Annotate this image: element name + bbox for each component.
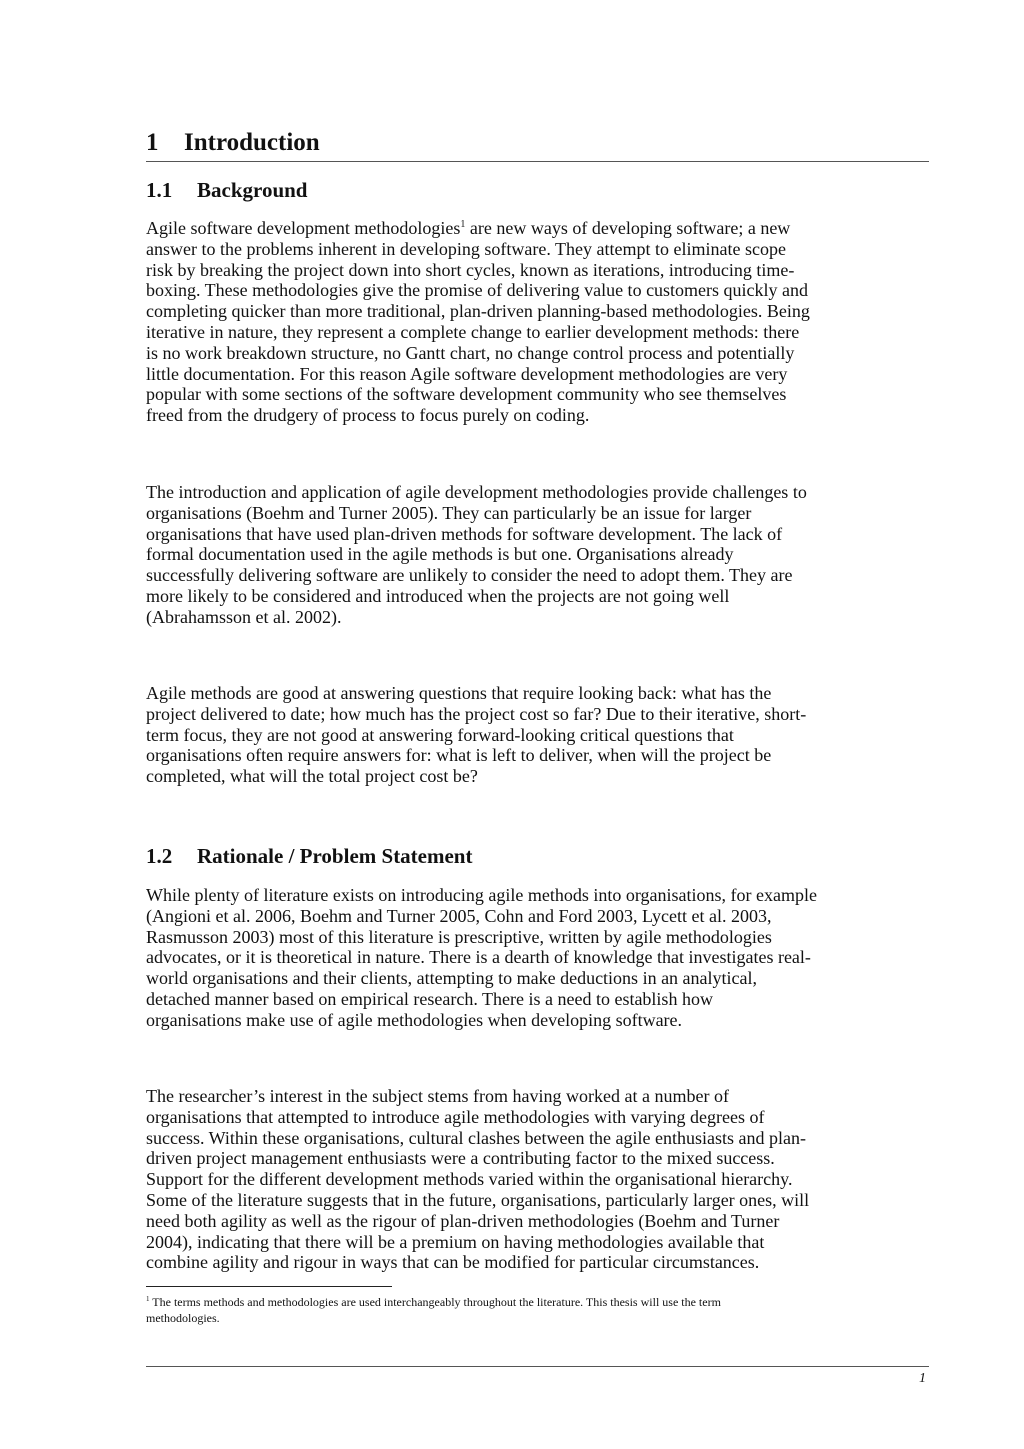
text-line: need both agility as well as the rigour of plan-driven methodologies (Boehm and Turner	[146, 1210, 780, 1231]
text-line: organisations (Boehm and Turner 2005). They can particularly be an issue for larger	[146, 502, 752, 523]
text-line: risk by breaking the project down into short cycles, known as iterations, introducing time-	[146, 259, 795, 280]
text-line: 2004), indicating that there will be a premium on having methodologies available that	[146, 1231, 765, 1252]
text-line: advocates, or it is theoretical in nature. There is a dearth of knowledge that investigates real-	[146, 947, 811, 968]
section-heading-rationale	[146, 843, 472, 869]
section-title: Background	[197, 178, 308, 202]
footnote-line: $^1$ The terms methods and methodologies are used interchangeably throughout the literature. This thesis will use the term	[146, 1295, 721, 1309]
text-line: organisations make use of agile methodologies when developing software.	[146, 1009, 683, 1030]
section-heading-background	[146, 177, 308, 203]
text-line: answer to the problems inherent in developing software. They attempt to eliminate scope	[146, 238, 786, 259]
page-number: 1	[919, 1371, 926, 1386]
text-line: Rasmusson 2003) most of this literature is prescriptive, written by agile methodologies	[146, 926, 772, 947]
footnote-line: methodologies.	[146, 1310, 220, 1325]
section-number: 1.1	[146, 178, 173, 202]
footer-rule	[146, 1366, 929, 1367]
text-line: organisations often require answers for: what is left to deliver, when will the project be	[146, 745, 772, 766]
text-line: world organisations and their clients, attempting to make deductions in an analytical,	[146, 968, 758, 989]
text-line: term focus, they are not good at answering forward-looking critical questions that	[146, 724, 734, 745]
text-line: While plenty of literature exists on introducing agile methods into organisations, for example	[146, 885, 818, 905]
text-line: (Angioni et al. 2006, Boehm and Turner 2005, Cohn and Ford 2003, Lycett et al. 2003,	[146, 905, 772, 926]
chapter-number: 1	[146, 129, 159, 156]
text-line: Support for the different development methods varied within the organisational hierarchy.	[146, 1169, 793, 1190]
text-line: successfully delivering software are unlikely to consider the need to adopt them. They are	[146, 565, 793, 586]
paragraph-background-2	[146, 482, 936, 628]
paragraph-rationale-1	[146, 885, 936, 1031]
text-line: iterative in nature, they represent a complete change to earlier development methods: there	[146, 321, 800, 342]
paragraph-rationale-2	[146, 1086, 936, 1273]
text-line: more likely to be considered and introduced when the projects are not going well	[146, 585, 730, 606]
text-line: boxing. These methodologies give the promise of delivering value to customers quickly and	[146, 280, 809, 301]
text-line: popular with some sections of the software development community who see themselves	[146, 384, 787, 405]
text-line: detached manner based on empirical research. There is a need to establish how	[146, 988, 713, 1009]
text-line: freed from the drudgery of process to focus purely on coding.	[146, 405, 590, 426]
text-line: The researcher’s interest in the subject stems from having worked at a number of	[146, 1086, 729, 1106]
text-line: organisations that have used plan-driven methods for software development. The lack of	[146, 523, 783, 544]
chapter-title: Introduction	[184, 129, 320, 156]
footnote-marker: 1	[146, 1295, 150, 1303]
text-line: project delivered to date; how much has the project cost so far? Due to their iterative, short-	[146, 703, 807, 724]
text-line: Some of the literature suggests that in the future, organisations, particularly larger ones, will	[146, 1189, 810, 1210]
text-line: Agile methods are good at answering questions that require looking back: what has the	[146, 683, 772, 703]
text-line: little documentation. For this reason Agile software development methodologies are very	[146, 363, 788, 384]
text-line: The introduction and application of agile development methodologies provide challenges to	[146, 482, 807, 502]
footnote	[146, 1295, 926, 1326]
section-title: Rationale / Problem Statement	[197, 844, 473, 868]
text-line: organisations that attempted to introduce agile methodologies with varying degrees of	[146, 1106, 765, 1127]
text-line: combine agility and rigour in ways that can be modified for particular circumstances.	[146, 1252, 760, 1273]
paragraph-background-3	[146, 683, 936, 787]
footnote-reference: 1	[460, 219, 466, 230]
paragraph-background-1	[146, 218, 936, 426]
text-line: driven project management enthusiasts were a contributing factor to the mixed success.	[146, 1148, 775, 1169]
text-line: is no work breakdown structure, no Gantt chart, no change control process and potentially	[146, 342, 795, 363]
section-number: 1.2	[146, 844, 173, 868]
text-line: (Abrahamsson et al. 2002).	[146, 606, 342, 627]
text-line: Agile software development methodologies$^1$ are new ways of developing software; a new	[146, 218, 791, 238]
chapter-heading	[146, 127, 929, 162]
text-line: formal documentation used in the agile methods is but one. Organisations already	[146, 544, 734, 565]
text-line: completed, what will the total project cost be?	[146, 766, 478, 787]
text-line: success. Within these organisations, cultural clashes between the agile enthusiasts and plan-	[146, 1127, 806, 1148]
text-line: completing quicker than more traditional, plan-driven planning-based methodologies. Being	[146, 301, 810, 322]
footnote-separator	[146, 1286, 392, 1287]
